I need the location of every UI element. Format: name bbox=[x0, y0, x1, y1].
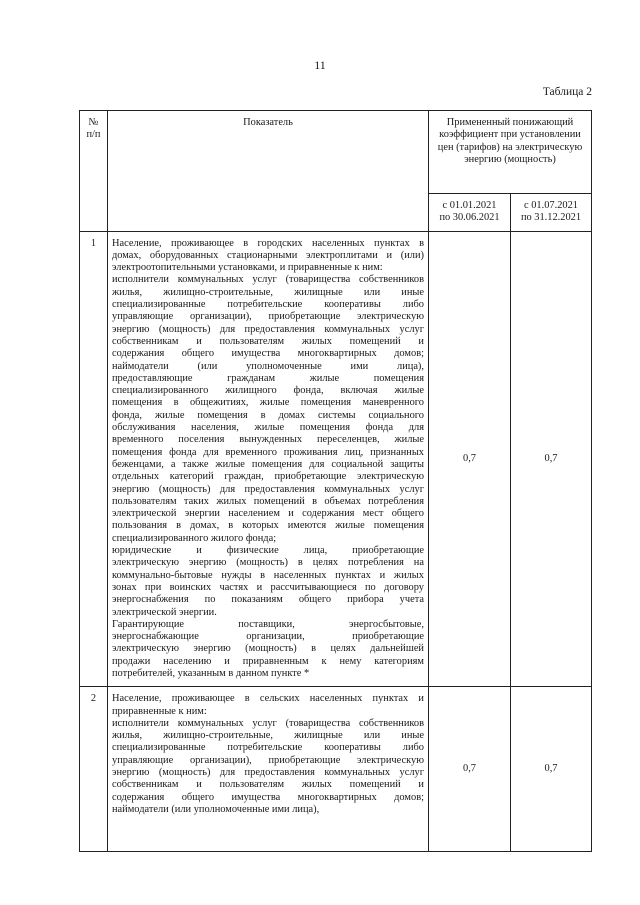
indicator-line: энергию (мощность) для предоставления коммунальных услуг bbox=[112, 767, 424, 779]
header-period-2: с 01.07.2021 по 31.12.2021 bbox=[511, 194, 592, 232]
indicator-line: Население, проживающее в сельских населенных пунктах и bbox=[112, 693, 424, 705]
indicator-line: содержания общего имущества многоквартирных домов; bbox=[112, 348, 424, 360]
indicator-line: специализированные потребительские кооперативы либо bbox=[112, 299, 424, 311]
indicator-line: предоставляющие гражданам жилые помещения bbox=[112, 372, 424, 384]
table-header-row bbox=[80, 111, 592, 194]
indicator-line: юридические и физические лица, приобретающие bbox=[112, 545, 424, 557]
indicator-line: исполнители коммунальных услуг (товарищества собственников bbox=[112, 274, 424, 286]
indicator-line: Гарантирующие поставщики, энергосбытовые, bbox=[112, 618, 424, 630]
row-number: 2 bbox=[80, 687, 108, 852]
indicator-line: специализированные потребительские кооперативы либо bbox=[112, 742, 424, 754]
indicator-line: пользователям таких жилых помещений в объемах потребления bbox=[112, 495, 424, 507]
indicator-line: управляющие организации), приобретающие электрическую bbox=[112, 754, 424, 766]
row-value-period-2: 0,7 bbox=[511, 231, 592, 687]
indicator-line: управляющие организации), приобретающие электрическую bbox=[112, 311, 424, 323]
indicator-line: Население, проживающее в городских населенных пунктах в bbox=[112, 237, 424, 249]
indicator-line: пользования в домах, в которых имеются жилые помещения bbox=[112, 520, 424, 532]
indicator-line: энергоснабжающие организации, приобретающие bbox=[112, 631, 424, 643]
indicator-line: содержания общего имущества многоквартирных домов; bbox=[112, 791, 424, 803]
header-number: № п/п bbox=[80, 111, 108, 232]
row-number: 1 bbox=[80, 231, 108, 687]
indicator-line: домах, оборудованных стационарными электроплитами и (или) bbox=[112, 249, 424, 261]
indicator-line: электрической энергии населением и содержания мест общего bbox=[112, 508, 424, 520]
row-value-period-2: 0,7 bbox=[511, 687, 592, 852]
indicator-line: собственникам и пользователям жилых помещений и bbox=[112, 779, 424, 791]
row-indicator-text bbox=[108, 687, 429, 852]
header-period-1: с 01.01.2021 по 30.06.2021 bbox=[429, 194, 511, 232]
indicator-line: наймодатели (или уполномоченные ими лица), bbox=[112, 360, 424, 372]
indicator-line: специализированного жилищного фонда, включая жилые bbox=[112, 385, 424, 397]
indicator-line: фонда, жилые помещения в домах системы социального bbox=[112, 409, 424, 421]
indicator-line: беженцами, а также жилые помещения для социальной защиты bbox=[112, 458, 424, 470]
indicator-line: отдельных категорий граждан, приобретающие электрическую bbox=[112, 471, 424, 483]
indicator-line: зонах при воинских частях и рассчитывающиеся по договору bbox=[112, 581, 424, 593]
indicator-line: энергию (мощность) для предоставления коммунальных услуг bbox=[112, 483, 424, 495]
indicator-line: энергоснабжения по показаниям общего прибора учета bbox=[112, 594, 424, 606]
indicator-line: потребителей, указанным в данном пункте * bbox=[112, 667, 310, 679]
indicator-line: помещения фонда для временного проживания лиц, признанных bbox=[112, 446, 424, 458]
indicator-line: специализированного жилого фонда; bbox=[112, 532, 277, 544]
indicator-line: продажи населению и приравненным к нему категориям bbox=[112, 655, 424, 667]
table-row bbox=[80, 687, 592, 852]
indicator-line: электроотопительными установками, и приравненные к ним: bbox=[112, 262, 383, 274]
row-value-period-1: 0,7 bbox=[429, 231, 511, 687]
indicator-line: помещения в общежитиях, жилые помещения маневренного bbox=[112, 397, 424, 409]
indicator-line: электрическую энергию (мощность) в целях дальнейшей bbox=[112, 643, 424, 655]
header-coefficient: Примененный понижающий коэффициент при установлении цен (тарифов) на электрическую энергию (мощность) bbox=[429, 111, 592, 194]
header-indicator: Показатель bbox=[108, 111, 429, 232]
row-indicator-text bbox=[108, 231, 429, 687]
indicator-line: коммунально-бытовые нужды в населенных пунктах и жилых bbox=[112, 569, 424, 581]
indicator-line: исполнители коммунальных услуг (товарищества собственников bbox=[112, 717, 424, 729]
indicator-line: жилья, жилищно-строительные, жилищные или иные bbox=[112, 730, 424, 742]
page-number: 11 bbox=[314, 58, 326, 72]
indicator-line: собственникам и пользователям жилых помещений и bbox=[112, 335, 424, 347]
indicator-line: жилья, жилищно-строительные, жилищные или иные bbox=[112, 286, 424, 298]
table-row bbox=[80, 231, 592, 687]
row-value-period-1: 0,7 bbox=[429, 687, 511, 852]
indicator-line: обслуживания населения, жилые помещения фонда для bbox=[112, 422, 424, 434]
indicator-line: наймодатели (или уполномоченные ими лица), bbox=[112, 803, 320, 815]
indicator-line: приравненные к ним: bbox=[112, 705, 207, 717]
indicator-line: энергию (мощность) для предоставления коммунальных услуг bbox=[112, 323, 424, 335]
indicator-line: электрическую энергию (мощность) в целях потребления на bbox=[112, 557, 424, 569]
indicator-line: электрической энергии. bbox=[112, 606, 217, 618]
coefficient-table bbox=[79, 110, 592, 852]
table-caption: Таблица 2 bbox=[542, 86, 592, 98]
indicator-line: временного поселения вынужденных переселенцев, жилые bbox=[112, 434, 424, 446]
